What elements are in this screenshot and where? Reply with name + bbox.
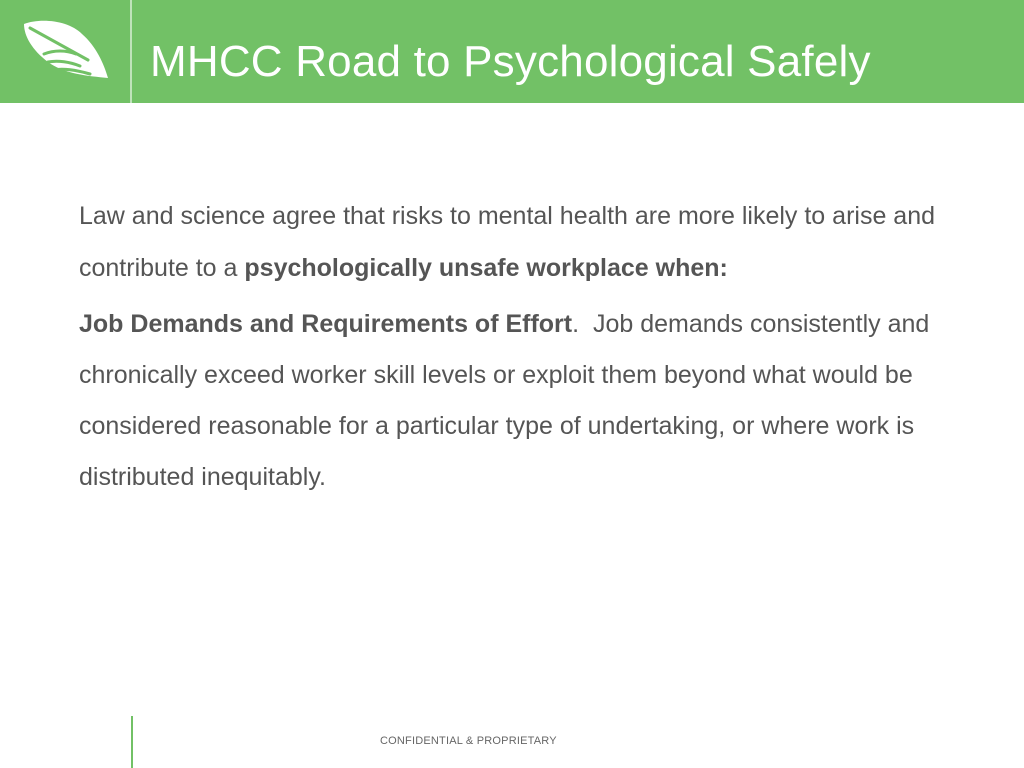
- footer-confidential-label: CONFIDENTIAL & PROPRIETARY: [380, 735, 557, 747]
- footer-divider: [131, 716, 133, 768]
- slide-content: [79, 190, 979, 503]
- header-divider: [130, 0, 132, 103]
- leaf-hand-icon: [18, 16, 114, 86]
- page-title: MHCC Road to Psychological Safely: [150, 37, 871, 86]
- intro-emphasis: psychologically unsafe workplace when:: [244, 254, 728, 282]
- header-bar: [0, 0, 1024, 103]
- job-demands-heading: Job Demands and Requirements of Effort: [79, 310, 573, 338]
- intro-paragraph: [79, 190, 959, 294]
- job-demands-paragraph: [79, 299, 959, 503]
- job-demands-text: . Job demands consistently and chronically exceed worker skill levels or exploit them beyond what would be considered reasonable for a particular type of undertaking, or where work is distributed inequitably.: [79, 310, 937, 491]
- intro-text: Law and science agree that risks to mental health are more likely to arise and contribute to a: [79, 202, 936, 282]
